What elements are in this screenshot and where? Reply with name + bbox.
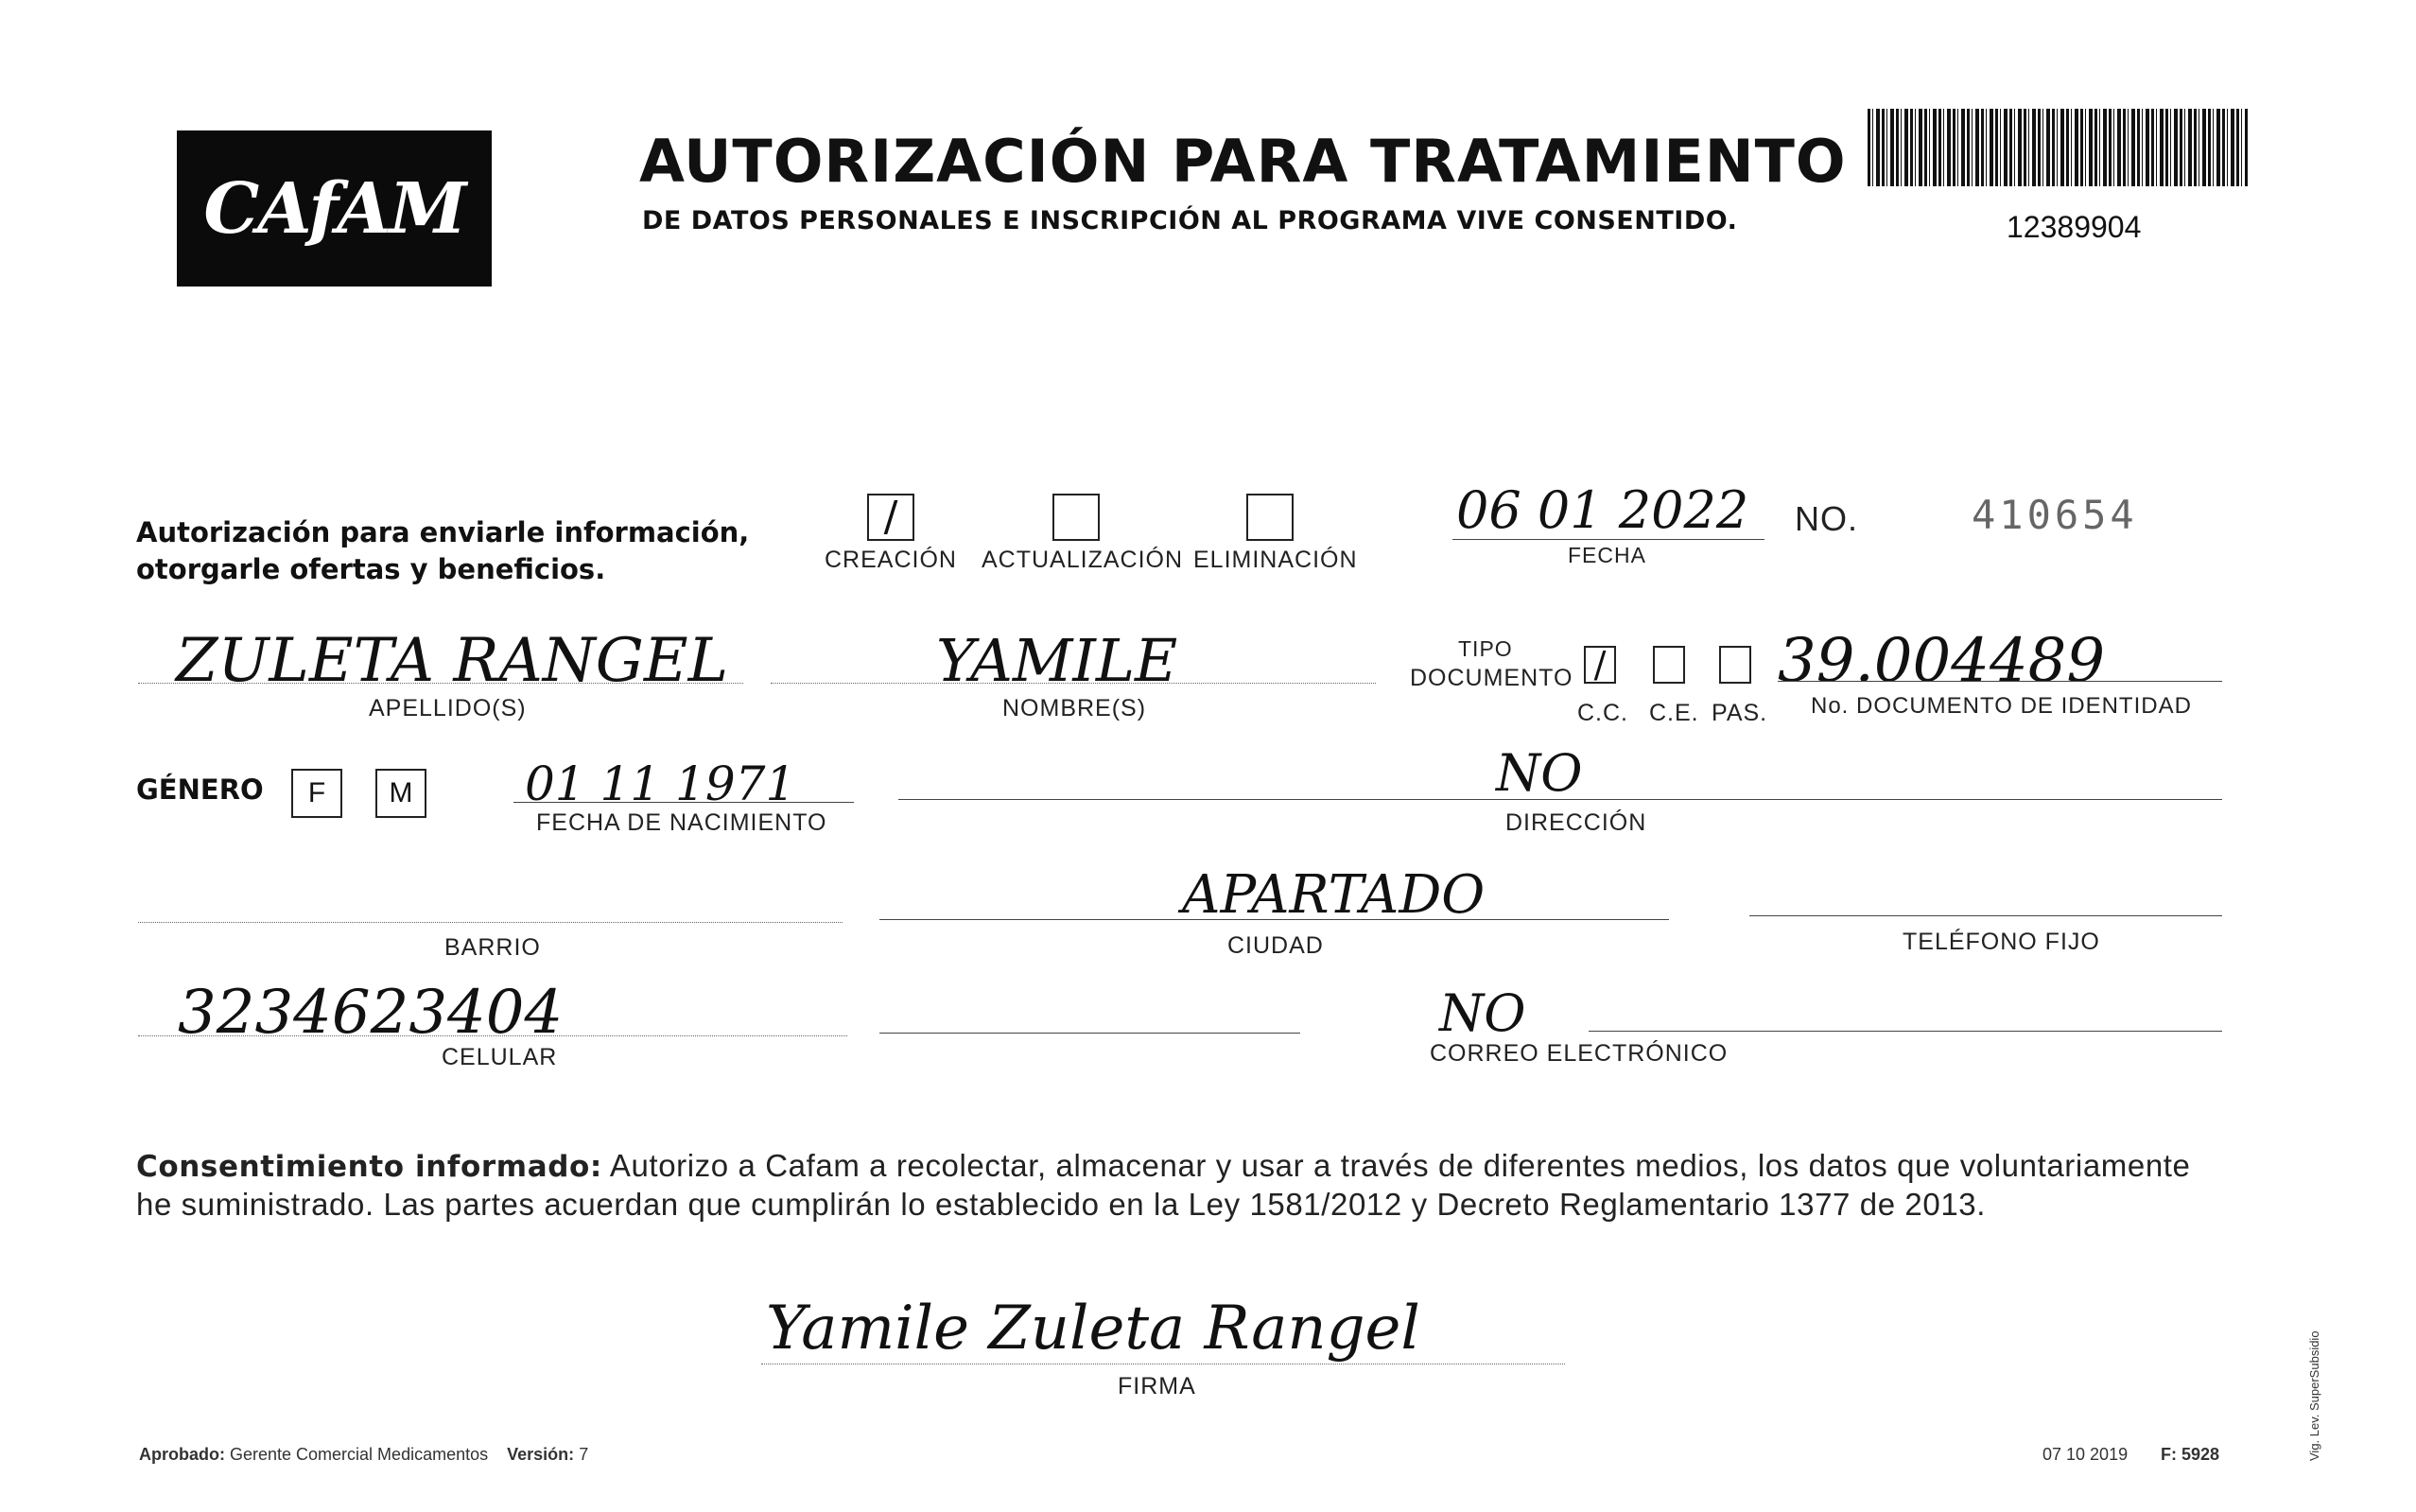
phone-label: TELÉFONO FIJO bbox=[1903, 929, 2100, 955]
doc-number-value[interactable]: 39.004489 bbox=[1778, 626, 2106, 696]
cc-checkbox[interactable] bbox=[1584, 646, 1616, 684]
surnames-value[interactable]: ZULETA RANGEL bbox=[176, 626, 729, 696]
ce-checkbox[interactable] bbox=[1653, 646, 1685, 684]
approved-label: Aprobado: bbox=[139, 1445, 225, 1464]
mobile-value[interactable]: 3234623404 bbox=[178, 978, 564, 1048]
address-label: DIRECCIÓN bbox=[1505, 809, 1647, 836]
gender-m-checkbox[interactable] bbox=[375, 769, 426, 818]
date-value[interactable]: 06 01 2022 bbox=[1456, 480, 1749, 540]
surnames-line bbox=[138, 683, 743, 684]
consent-text: Autorizo a Cafam a recolectar, almacenar y usar a través de diferentes medios, los datos que voluntariamente he suministrado. Las partes acuerdan que cumplirán lo establecido en la Ley 1581/2012 y Decreto Reglamentario 1377 de 2013. bbox=[136, 1148, 2191, 1222]
version-label: Versión: bbox=[507, 1445, 575, 1464]
gender-m-label: M bbox=[389, 777, 413, 808]
gender-label: GÉNERO bbox=[136, 773, 264, 806]
date-line bbox=[1452, 539, 1764, 540]
neighborhood-line bbox=[138, 922, 843, 923]
birth-date-label: FECHA DE NACIMIENTO bbox=[536, 809, 827, 836]
mobile-label: CELULAR bbox=[442, 1044, 558, 1070]
delete-label: ELIMINACIÓN bbox=[1193, 547, 1358, 573]
names-line bbox=[771, 683, 1376, 684]
cc-label: C.C. bbox=[1577, 700, 1628, 726]
email-value[interactable]: NO bbox=[1439, 983, 1526, 1043]
update-label: ACTUALIZACIÓN bbox=[982, 547, 1184, 573]
names-label: NOMBRE(S) bbox=[1002, 695, 1147, 721]
date-label: FECHA bbox=[1568, 543, 1646, 567]
names-value[interactable]: YAMILE bbox=[936, 626, 1178, 695]
gender-f-checkbox[interactable] bbox=[291, 769, 342, 818]
surnames-label: APELLIDO(S) bbox=[369, 695, 527, 721]
doc-type-label-2: DOCUMENTO bbox=[1410, 665, 1573, 691]
footer-date: 07 10 2019 bbox=[2042, 1445, 2129, 1464]
footer-form-code: F: 5928 bbox=[2161, 1445, 2220, 1464]
update-checkbox[interactable] bbox=[1052, 494, 1100, 541]
mobile-line bbox=[138, 1035, 847, 1036]
creation-label: CREACIÓN bbox=[825, 547, 957, 573]
delete-checkbox[interactable] bbox=[1246, 494, 1294, 541]
address-value[interactable]: NO bbox=[1496, 743, 1583, 803]
check-mark-icon: / bbox=[1593, 644, 1607, 686]
signature-label: FIRMA bbox=[1118, 1373, 1196, 1399]
birth-date-line bbox=[513, 802, 854, 803]
consent-lead: Consentimiento informado: bbox=[136, 1150, 602, 1184]
number-label: NO. bbox=[1795, 499, 1859, 538]
creation-checkbox[interactable] bbox=[867, 494, 914, 541]
version-value: 7 bbox=[579, 1445, 589, 1464]
email-line bbox=[1589, 1031, 2222, 1032]
spacer-line bbox=[879, 1033, 1300, 1034]
signature-value[interactable]: Yamile Zuleta Rangel bbox=[766, 1294, 1420, 1364]
serial-number: 12389904 bbox=[2007, 210, 2142, 244]
side-vertical-text: Vig. Lev. SuperSubsidio bbox=[2307, 1330, 2321, 1461]
gender-f-label: F bbox=[307, 777, 326, 808]
doc-type-label-1: TIPO bbox=[1458, 636, 1513, 661]
city-line bbox=[879, 919, 1669, 920]
logo-text: CAfAM bbox=[203, 167, 465, 250]
email-label: CORREO ELECTRÓNICO bbox=[1430, 1040, 1729, 1067]
doc-number-label: No. DOCUMENTO DE IDENTIDAD bbox=[1811, 693, 2192, 719]
check-mark-icon: / bbox=[883, 493, 898, 541]
city-value[interactable]: APARTADO bbox=[1182, 864, 1486, 926]
neighborhood-label: BARRIO bbox=[444, 934, 541, 961]
doc-number-line bbox=[1778, 681, 2222, 682]
authorization-heading-1: Autorización para enviarle información, bbox=[136, 516, 750, 548]
number-value: 410654 bbox=[1972, 492, 2138, 538]
consent-paragraph bbox=[136, 1147, 2216, 1224]
cafam-logo bbox=[177, 130, 492, 287]
pas-checkbox[interactable] bbox=[1719, 646, 1751, 684]
footer-approved bbox=[139, 1445, 588, 1465]
form-subtitle: DE DATOS PERSONALES E INSCRIPCIÓN AL PROGRAMA VIVE CONSENTIDO. bbox=[642, 206, 1738, 235]
approved-value: Gerente Comercial Medicamentos bbox=[230, 1445, 489, 1464]
barcode bbox=[1868, 109, 2248, 186]
city-label: CIUDAD bbox=[1227, 932, 1324, 959]
birth-date-value[interactable]: 01 11 1971 bbox=[525, 756, 796, 811]
pas-label: PAS. bbox=[1712, 700, 1768, 726]
ce-label: C.E. bbox=[1649, 700, 1699, 726]
phone-line bbox=[1749, 915, 2222, 916]
form-title: AUTORIZACIÓN PARA TRATAMIENTO bbox=[639, 127, 1847, 196]
authorization-heading-2: otorgarle ofertas y beneficios. bbox=[136, 553, 606, 585]
